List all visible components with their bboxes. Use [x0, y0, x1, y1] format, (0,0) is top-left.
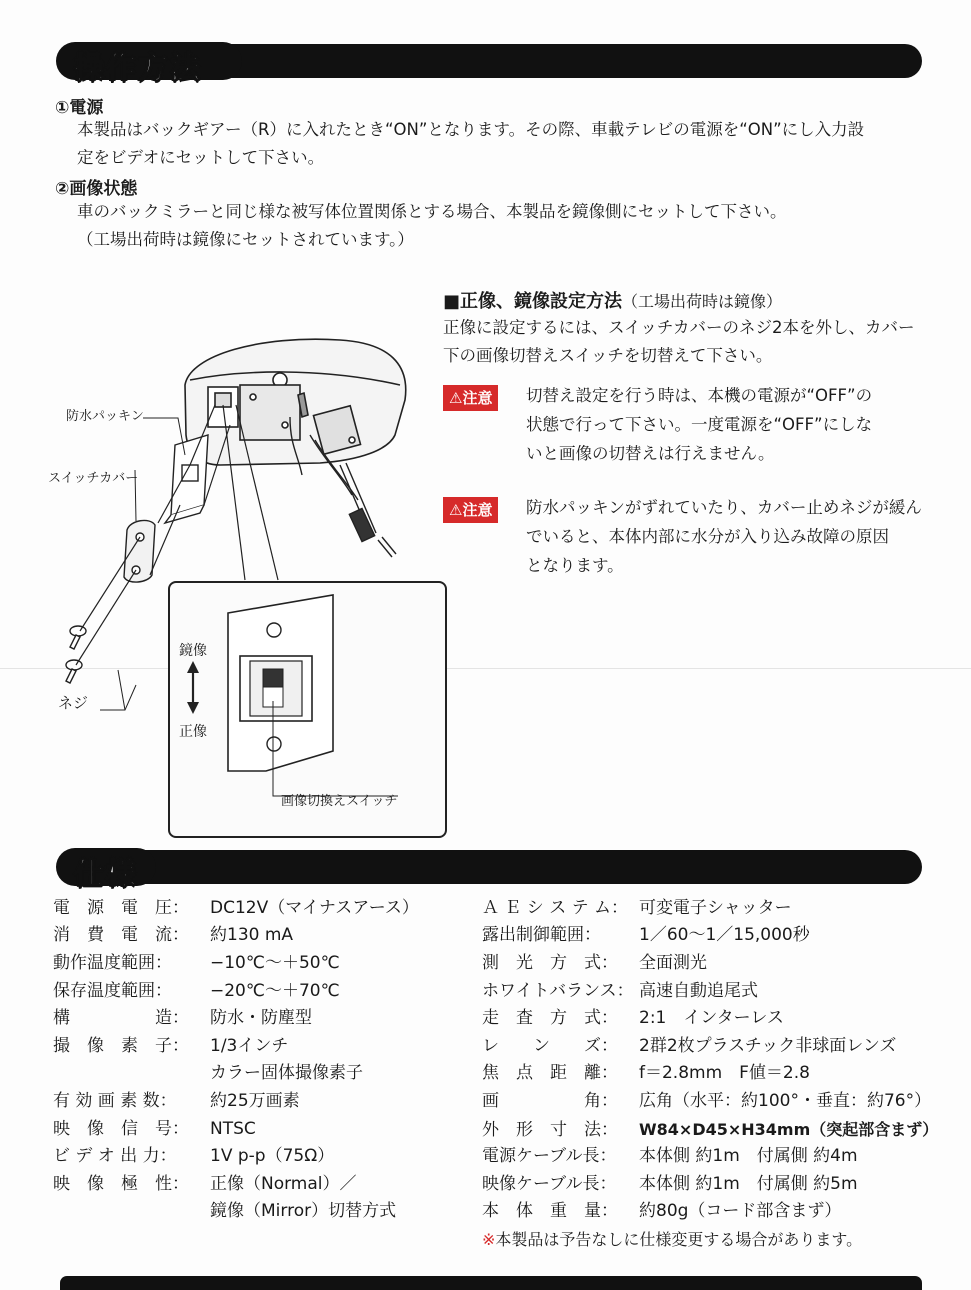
image-state-heading: ②画像状態 — [55, 179, 138, 199]
caution-1-line-2: 状態で行って下さい。一度電源を“OFF”にしな — [526, 415, 873, 434]
note-text: 本製品は予告なしに仕様変更する場合があります。 — [495, 1230, 863, 1249]
spec-right-row — [482, 1198, 841, 1225]
spec-value: 約25万画素 — [210, 1091, 300, 1111]
spec-label: 映 像 極 性： — [53, 1174, 189, 1194]
spec-right-row — [482, 1060, 810, 1087]
packing-label: 防水パッキン — [66, 409, 144, 424]
spec-left-row — [53, 895, 419, 922]
spec-right-row — [482, 950, 707, 977]
image-switch-label: 画像切換えスイッチ — [281, 794, 398, 809]
spec-label: Ａ Ｅ シ ス テ ム： — [482, 898, 629, 918]
spec-label: 撮 像 素 子： — [53, 1036, 189, 1056]
power-text-line2: 定をビデオにセットして下さい。 — [77, 148, 325, 167]
next-section-bar — [60, 1276, 922, 1290]
spec-left-row — [53, 978, 340, 1005]
spec-label: 保存温度範囲： — [53, 981, 172, 1001]
caution-text-2 — [526, 493, 946, 580]
image-state-text-line2: （工場出荷時は鏡像にセットされています。） — [77, 230, 414, 249]
screw-label: ネジ — [58, 694, 89, 712]
spec-right-row — [482, 1088, 931, 1115]
spec-value: 2群2枚プラスチック非球面レンズ — [639, 1036, 897, 1056]
caution-2-line-1: 防水パッキンがずれていたり、カバー止めネジが緩ん — [526, 498, 922, 517]
spec-label: 映 像 信 号： — [53, 1119, 189, 1139]
spec-label: 走 査 方 式： — [482, 1008, 618, 1028]
spec-left-row — [53, 1088, 300, 1115]
spec-right-row — [482, 1143, 858, 1170]
normal-label: 正像 — [179, 724, 207, 740]
spec-value: 鏡像（Mirror）切替方式 — [210, 1201, 397, 1221]
spec-value: 1／60〜1／15,000秒 — [639, 925, 810, 945]
spec-label: 測 光 方 式： — [482, 953, 618, 973]
packing-part — [165, 435, 208, 523]
spec-value: カラー固体撮像素子 — [210, 1063, 363, 1083]
spec-label: 電源ケーブル長： — [482, 1146, 617, 1166]
spec-value: 2:1 インターレス — [639, 1008, 784, 1028]
spec-label: 映像ケーブル長： — [482, 1174, 617, 1194]
spec-left-row — [53, 1033, 288, 1060]
spec-value: 広角（水平：約100°・垂直：約76°） — [639, 1091, 932, 1111]
spec-value: W84×D45×H34mm（突起部含まず） — [639, 1120, 939, 1139]
spec-right-row — [482, 978, 758, 1005]
spec-right-row — [482, 1005, 784, 1032]
spec-value: 高速自動追尾式 — [639, 981, 758, 1001]
mirror-setting-line2: 下の画像切替えスイッチを切替えて下さい。 — [443, 346, 773, 365]
mirror-label: 鏡像 — [179, 643, 207, 659]
caution-badge-1: ⚠注意 — [443, 385, 498, 411]
spec-right-row — [482, 922, 810, 949]
spec-value: 約130 mA — [210, 925, 294, 945]
spec-label: 本 体 重 量： — [482, 1201, 618, 1221]
spec-left-row — [53, 1116, 256, 1143]
spec-right-row — [482, 1033, 896, 1060]
section-title-operation: 操作方法 — [74, 51, 202, 86]
caution-badge-2: ⚠注意 — [443, 497, 498, 523]
spec-left-row — [53, 1005, 312, 1032]
spec-left-row — [53, 1198, 396, 1225]
spec-right-row — [482, 1116, 938, 1143]
spec-value: 全面測光 — [639, 953, 707, 973]
spec-right-row — [482, 1171, 858, 1198]
image-state-text-line1: 車のバックミラーと同じ様な被写体位置関係とする場合、本製品を鏡像側にセットして下さい。 — [77, 202, 787, 221]
caution-text-1 — [526, 381, 946, 468]
spec-value: 可変電子シャッター — [639, 898, 792, 918]
mirror-setting-heading-main: ■正像、鏡像設定方法 — [443, 291, 623, 312]
spec-label: 露出制御範囲： — [482, 925, 601, 945]
section-bar-spec — [60, 850, 922, 884]
caution-2-line-3: となります。 — [526, 556, 624, 575]
spec-value: 約80g（コード部含まず） — [639, 1201, 842, 1221]
caution-1-line-1: 切替え設定を行う時は、本機の電源が“OFF”の — [526, 386, 873, 405]
spec-value: −10℃〜＋50℃ — [210, 953, 340, 973]
spec-label: 構 造： — [53, 1008, 189, 1028]
switch-cover-label: スイッチカバー — [48, 471, 139, 486]
caution-2-line-2: でいると、本体内部に水分が入り込み故障の原因 — [526, 527, 889, 546]
spec-label: 外 形 寸 法： — [482, 1120, 618, 1140]
spec-value: 1/3インチ — [210, 1036, 289, 1056]
spec-left-row — [53, 1171, 357, 1198]
spec-value: −20℃〜＋70℃ — [210, 981, 340, 1001]
spec-label: 焦 点 距 離： — [482, 1063, 618, 1083]
spec-value: DC12V（マイナスアース） — [210, 898, 419, 918]
power-text-line1: 本製品はバックギアー（R）に入れたとき“ON”となります。その際、車載テレビの電源を“ON”にし入力設 — [77, 120, 865, 139]
spec-label: ホワイトバランス： — [482, 981, 634, 1001]
spec-value: NTSC — [210, 1119, 256, 1139]
spec-value: 正像（Normal）／ — [210, 1174, 357, 1194]
spec-label: 消 費 電 流： — [53, 925, 189, 945]
spec-label: 電 源 電 圧： — [53, 898, 189, 918]
spec-label: ビ デ オ 出 力： — [53, 1146, 177, 1166]
spec-right-row — [482, 895, 792, 922]
spec-change-note — [482, 1227, 862, 1250]
spec-value: 本体側 約1m 付属側 約4m — [639, 1146, 858, 1166]
spec-label: レ ン ズ： — [482, 1036, 618, 1056]
spec-label: 有 効 画 素 数： — [53, 1091, 177, 1111]
note-mark: ※ — [482, 1230, 496, 1249]
spec-left-row — [53, 1143, 334, 1170]
caution-1-line-3: いと画像の切替えは行えません。 — [526, 444, 775, 463]
spec-label: 動作温度範囲： — [53, 953, 172, 973]
mirror-setting-line1: 正像に設定するには、スイッチカバーのネジ2本を外し、カバー — [443, 318, 915, 337]
power-heading: ①電源 — [55, 98, 104, 118]
spec-value: 1V p-p（75Ω） — [210, 1146, 335, 1166]
spec-label: 画 角： — [482, 1091, 618, 1111]
spec-left-row — [53, 950, 340, 977]
spec-left-row — [53, 922, 293, 949]
spec-value: 本体側 約1m 付属側 約5m — [639, 1174, 858, 1194]
camera-body — [185, 339, 406, 465]
spec-value: 防水・防塵型 — [210, 1008, 312, 1028]
section-title-spec: 仕様 — [74, 857, 138, 892]
mirror-setting-heading-note: （工場出荷時は鏡像） — [622, 292, 783, 311]
spec-value: f＝2.8mm F値＝2.8 — [639, 1063, 810, 1083]
spec-left-row — [53, 1060, 363, 1087]
mirror-setting-heading — [443, 287, 782, 313]
